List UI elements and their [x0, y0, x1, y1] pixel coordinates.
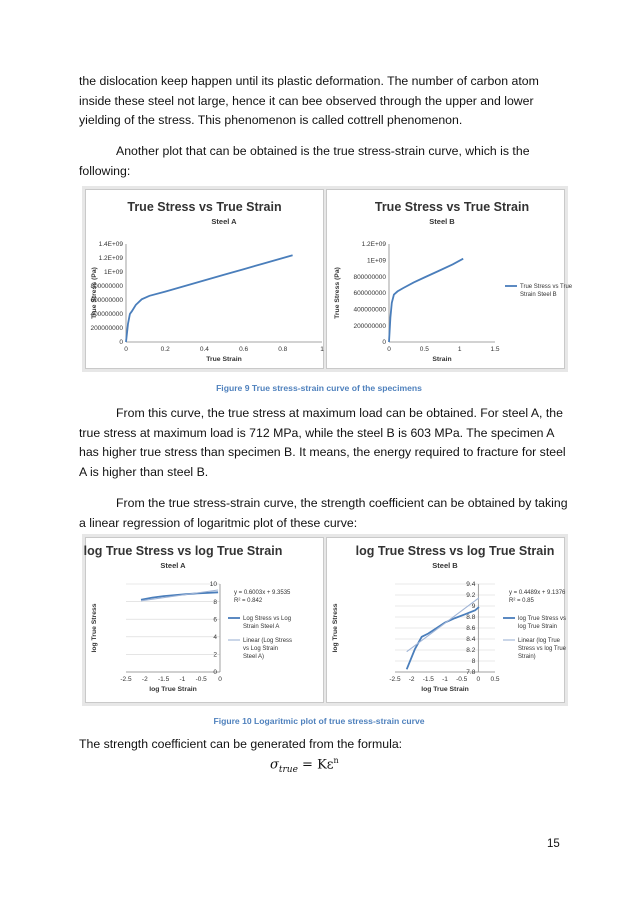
chart-subtitle: Steel A: [160, 561, 186, 570]
y-tick-label: 8.4: [466, 636, 476, 644]
y-tick-label: 1.2E+09: [361, 241, 386, 249]
y-tick-label: 6: [213, 616, 217, 624]
x-tick-label: 0.6: [239, 346, 249, 353]
x-tick-label: 0.5: [419, 346, 429, 353]
x-tick-label: 0.4: [199, 346, 209, 353]
x-axis-label: log True Strain: [149, 686, 197, 693]
x-tick-label: -2.5: [120, 676, 132, 683]
x-tick-label: -1.5: [422, 676, 434, 683]
chart-title: True Stress vs True Strain: [374, 200, 530, 214]
x-tick-label: 1: [457, 346, 462, 353]
x-tick-label: -1.5: [157, 676, 170, 683]
chart-steel-a-log: [85, 537, 324, 703]
paragraph-intro-true-stress: Another plot that can be obtained is the true stress-strain curve, which is the following:: [79, 144, 530, 178]
legend-label: Strain): [518, 654, 536, 660]
series-line: [141, 590, 218, 601]
x-axis-label: Strain: [432, 356, 452, 363]
figure-9-caption: Figure 9 True stress-strain curve of the specimens: [216, 383, 422, 393]
y-tick-label: 2: [213, 651, 217, 659]
x-tick-label: 0.2: [160, 346, 170, 353]
series-line: [389, 259, 463, 342]
y-tick-label: 200000000: [90, 325, 123, 333]
chart-subtitle: Steel B: [432, 561, 458, 570]
figure-10: [82, 534, 568, 706]
x-tick-label: -0.5: [456, 676, 468, 683]
formula-equals: = Kε: [297, 757, 334, 773]
legend-label: Log Stress vs Log: [243, 616, 292, 622]
y-tick-label: 1E+09: [367, 257, 386, 265]
legend-label: log True Strain: [518, 624, 558, 630]
chart-subtitle: Steel B: [429, 217, 455, 226]
y-tick-label: 1E+09: [104, 269, 123, 277]
chart-title: log True Stress vs log True Strain: [83, 544, 283, 558]
figure-9: [82, 186, 573, 372]
legend-label: True Stress vs True: [520, 284, 573, 290]
y-tick-label: 200000000: [353, 322, 386, 330]
chart-steel-b-true: [326, 189, 573, 369]
y-tick-label: 600000000: [90, 297, 123, 305]
x-tick-label: 0.8: [278, 346, 288, 353]
y-tick-label: 0: [382, 339, 386, 347]
legend-label: Stress vs log True: [518, 646, 567, 652]
y-axis-label: log True Stress: [332, 603, 339, 653]
y-tick-label: 0: [213, 669, 217, 677]
figure-10-caption: Figure 10 Logaritmic plot of true stress-strain curve: [213, 716, 425, 726]
chart-svg-steel-a-true: [86, 190, 323, 368]
x-tick-label: 0: [476, 676, 481, 683]
x-tick-label: -1: [442, 676, 448, 683]
chart-steel-b-log: [326, 537, 565, 703]
chart-title: True Stress vs True Strain: [127, 200, 282, 214]
x-axis-label: True Strain: [206, 356, 242, 363]
y-tick-label: 9.4: [466, 581, 476, 589]
y-tick-label: 9.2: [466, 592, 476, 600]
regression-annotation: R² = 0.85: [509, 598, 534, 604]
chart-title: log True Stress vs log True Strain: [355, 544, 555, 558]
formula-exponent: n: [333, 756, 339, 765]
chart-svg-steel-b-log: [327, 538, 567, 702]
x-tick-label: 1.5: [490, 346, 500, 353]
x-tick-label: -0.5: [195, 676, 207, 683]
x-tick-label: -1: [179, 676, 186, 683]
y-axis-label: True Stress (Pa): [91, 267, 98, 319]
x-tick-label: -2: [141, 676, 148, 683]
regression-annotation: R² = 0.842: [234, 598, 263, 604]
x-tick-label: 0: [218, 676, 222, 683]
chart-svg-steel-b-true: [327, 190, 573, 368]
x-axis-label: log True Strain: [421, 686, 469, 693]
y-tick-label: 8: [471, 658, 476, 666]
y-tick-label: 400000000: [353, 306, 386, 314]
y-tick-label: 8.6: [466, 625, 476, 633]
paragraph-dislocation: the dislocation keep happen until its plastic deformation. The number of carbon atom inside these steel not large, hence it can bee observed through the upper and lower yielding of the stress. This phenomenon is called cottrell phenomenon.: [79, 74, 539, 127]
y-tick-label: 8: [213, 598, 217, 606]
y-axis-label: log True Stress: [91, 603, 98, 653]
chart-steel-a-true: [85, 189, 324, 369]
regression-annotation: y = 0.4489x + 9.1376: [509, 590, 566, 596]
y-tick-label: 10: [209, 581, 217, 589]
paragraph-regression: From the true stress-strain curve, the strength coefficient can be obtained by taking a linear regression of logaritmic plot of these curve:: [79, 496, 568, 530]
regression-annotation: y = 0.6003x + 9.3535: [234, 590, 291, 596]
legend-label: log True Stress vs: [518, 616, 567, 622]
x-tick-label: 0: [124, 346, 128, 353]
y-tick-label: 9: [471, 603, 476, 611]
x-tick-label: -2.5: [389, 676, 401, 683]
y-tick-label: 600000000: [353, 290, 386, 298]
chart-svg-steel-a-log: [83, 538, 323, 702]
formula: [270, 756, 339, 775]
chart-subtitle: Steel A: [211, 217, 237, 226]
formula-subscript: true: [278, 764, 298, 775]
formula-sigma: σ: [270, 757, 279, 773]
y-tick-label: 1.2E+09: [98, 255, 123, 263]
x-tick-label: 0.5: [490, 676, 500, 683]
y-tick-label: 8.8: [466, 614, 476, 622]
y-axis-label: True Stress (Pa): [334, 267, 341, 319]
legend-label: Linear (Log Stress: [243, 638, 293, 644]
y-tick-label: 0: [119, 339, 123, 347]
legend-label: Steel A): [243, 654, 265, 660]
y-tick-label: 800000000: [353, 273, 386, 281]
x-tick-label: 0: [387, 346, 391, 353]
legend-label: vs Log Strain: [243, 646, 279, 652]
legend-label: Strain Steel B: [520, 292, 557, 298]
paragraph-max-load: From this curve, the true stress at maximum load can be obtained. For steel A, the true stress at maximum load is 712 MPa, while the steel B is 603 MPa. The specimen A has higher true stress than specimen B. It means, the energy required to fracture for steel A is higher than steel B.: [79, 406, 566, 479]
y-tick-label: 4: [213, 634, 217, 641]
page-number: 15: [547, 838, 560, 850]
legend-label: Linear (log True: [518, 638, 561, 644]
paragraph-formula-intro: The strength coefficient can be generated from the formula:: [79, 737, 403, 751]
x-tick-label: -2: [408, 676, 415, 683]
y-tick-label: 800000000: [90, 283, 123, 291]
series-line: [126, 255, 293, 342]
y-tick-label: 400000000: [90, 311, 123, 319]
y-tick-label: 8.2: [466, 647, 476, 655]
y-tick-label: 7.8: [466, 669, 476, 677]
x-tick-label: 1: [320, 346, 324, 353]
y-tick-label: 1.4E+09: [98, 241, 123, 249]
legend-label: Strain Steel A: [243, 624, 280, 630]
